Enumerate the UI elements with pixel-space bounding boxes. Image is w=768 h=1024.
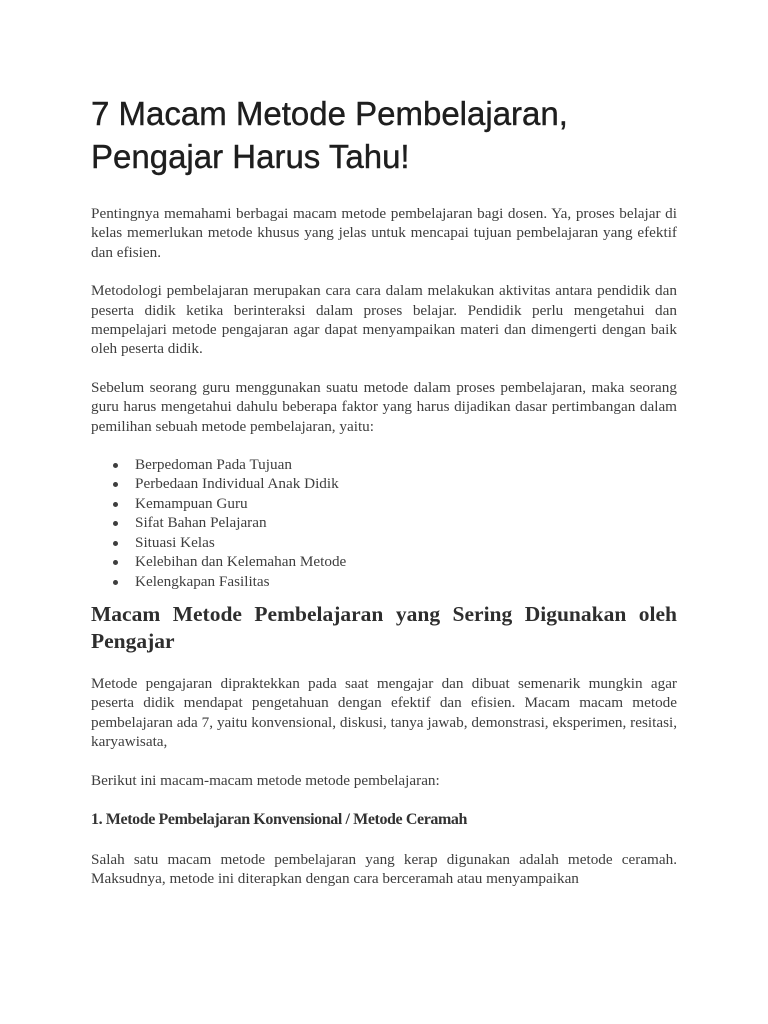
article-title: 7 Macam Metode Pembelajaran, Pengajar Harus Tahu!: [91, 95, 568, 175]
list-item: [113, 533, 677, 552]
list-item: [113, 552, 677, 571]
list-item: [113, 513, 677, 532]
factor-label: Perbedaan Individual Anak Didik: [135, 475, 339, 493]
section-paragraph-1: Metode pengajaran dipraktekkan pada saat mengajar dan dibuat semenarik mungkin agar peserta didik mendapat pengetahuan dengan efektif dan efisien. Macam macam metode pembelajaran ada 7, yaitu konvensional, diskusi, tanya jawab, demonstrasi, eksperimen, resitasi, karyawisata,: [91, 674, 677, 751]
section-paragraph-2: Berikut ini macam-macam metode metode pembelajaran:: [91, 771, 440, 789]
list-item: [113, 494, 677, 513]
factor-label: Berpedoman Pada Tujuan: [135, 456, 292, 474]
bullet-icon: [113, 521, 118, 526]
factor-label: Sifat Bahan Pelajaran: [135, 514, 267, 532]
list-item: [113, 474, 677, 493]
list-item: [113, 455, 677, 474]
section-heading: Macam Metode Pembelajaran yang Sering Digunakan oleh Pengajar: [91, 601, 677, 653]
factor-label: Kemampuan Guru: [135, 494, 248, 512]
intro-paragraph-2: Metodologi pembelajaran merupakan cara cara dalam melakukan aktivitas antara pendidik dan peserta didik ketika berinteraksi dalam proses belajar. Pendidik perlu mengetahui dan mempelajari metode pengajaran agar dapat menyampaikan materi dan dimengerti dengan baik oleh peserta didik.: [91, 282, 677, 358]
method-1-paragraph: Salah satu macam metode pembelajaran yang kerap digunakan adalah metode ceramah. Maksudnya, metode ini diterapkan dengan cara berceramah atau menyampaikan: [91, 850, 677, 888]
factor-label: Kelebihan dan Kelemahan Metode: [135, 553, 347, 571]
bullet-icon: [113, 580, 118, 585]
factor-label: Kelengkapan Fasilitas: [135, 572, 270, 590]
article: [91, 92, 677, 908]
bullet-icon: [113, 502, 118, 507]
method-1-heading: 1. Metode Pembelajaran Konvensional / Metode Ceramah: [91, 810, 468, 828]
bullet-icon: [113, 482, 118, 487]
bullet-icon: [113, 541, 118, 546]
list-item: [113, 572, 677, 591]
bullet-icon: [113, 560, 118, 565]
bullet-icon: [113, 463, 118, 468]
factor-label: Situasi Kelas: [135, 533, 215, 551]
factor-list: [91, 455, 677, 591]
intro-paragraph-3: Sebelum seorang guru menggunakan suatu metode dalam proses pembelajaran, maka seorang guru harus mengetahui dahulu beberapa faktor yang harus dijadikan dasar pertimbangan dalam pemilihan sebuah metode pembelajaran, yaitu:: [91, 378, 677, 435]
intro-paragraph-1: Pentingnya memahami berbagai macam metode pembelajaran bagi dosen. Ya, proses belajar di kelas memerlukan metode khusus yang jelas untuk mencapai tujuan pembelajaran yang efektif dan efisien.: [91, 205, 677, 261]
